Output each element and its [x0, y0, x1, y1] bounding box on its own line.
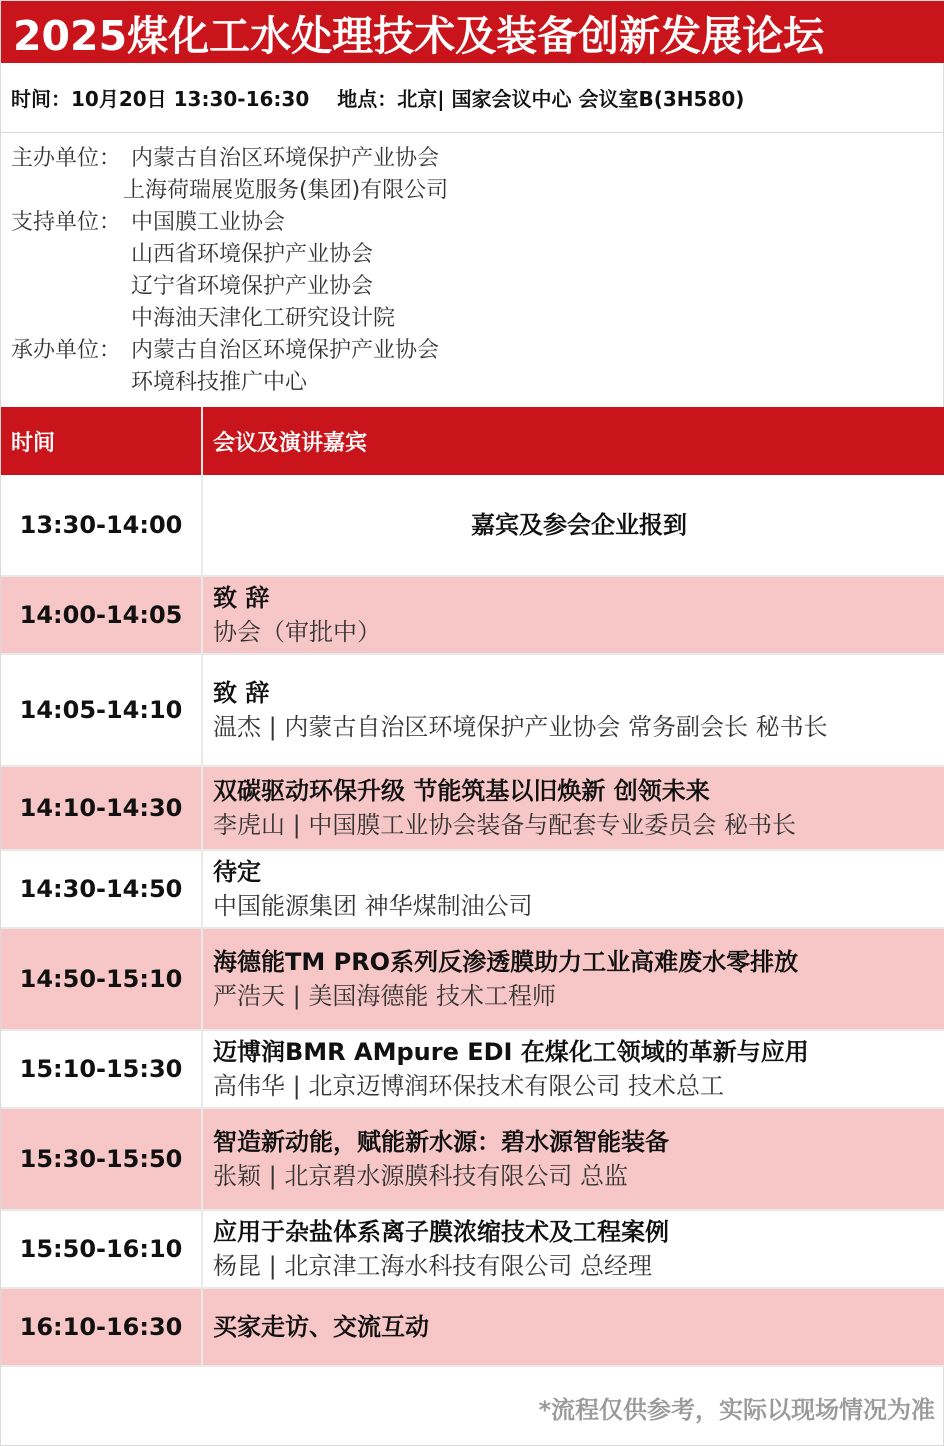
row-speaker: 协会（审批中） [213, 618, 381, 646]
schedule-row [1, 929, 944, 1031]
schedule-row [1, 767, 944, 851]
row-topic: 应用于杂盐体系离子膜浓缩技术及工程案例 [213, 1218, 669, 1246]
row-time: 15:50-16:10 [1, 1211, 203, 1287]
support-org: 辽宁省环境保护产业协会 [131, 274, 374, 299]
row-time: 15:10-15:30 [1, 1031, 203, 1107]
column-header-time: 时间 [1, 407, 203, 475]
schedule-row [1, 655, 944, 767]
schedule-row [1, 577, 944, 655]
row-time: 14:00-14:05 [1, 577, 203, 653]
schedule-row [1, 1289, 944, 1367]
organizer-org: 内蒙古自治区环境保护产业协会 [131, 338, 440, 363]
row-speaker: 中国能源集团 神华煤制油公司 [213, 892, 533, 920]
schedule-table [1, 407, 944, 1367]
row-time: 15:30-15:50 [1, 1109, 203, 1209]
schedule-row [1, 475, 944, 577]
host-org: 内蒙古自治区环境保护产业协会 [131, 146, 440, 171]
row-topic: 海德能TM PRO系列反渗透膜助力工业高难废水零排放 [213, 948, 799, 976]
organizers-block [1, 133, 944, 407]
host-label: 主办单位： [11, 146, 122, 171]
row-time: 16:10-16:30 [1, 1289, 203, 1365]
support-label: 支持单位： [11, 210, 122, 235]
time-value: 10月20日 13:30-16:30 [71, 87, 310, 111]
row-speaker: 张颖 | 北京碧水源膜科技有限公司 总监 [213, 1162, 628, 1190]
schedule-header-row [1, 407, 944, 475]
place-value: 北京| 国家会议中心 会议室B(3H580) [397, 87, 745, 111]
schedule-row [1, 851, 944, 929]
row-topic: 买家走访、交流互动 [213, 1313, 429, 1341]
support-line [1, 207, 944, 239]
row-topic: 双碳驱动环保升级 节能筑基以旧焕新 创领未来 [213, 777, 710, 805]
row-topic: 致 辞 [213, 584, 270, 612]
host-line [1, 175, 944, 207]
row-time: 14:50-15:10 [1, 929, 203, 1029]
place-label: 地点： [337, 87, 398, 111]
organizer-org: 环境科技推广中心 [131, 370, 308, 395]
host-line [1, 143, 944, 175]
organizer-line [1, 367, 944, 399]
row-topic: 智造新动能，赋能新水源：碧水源智能装备 [213, 1128, 669, 1156]
row-speaker: 李虎山 | 中国膜工业协会装备与配套专业委员会 秘书长 [213, 811, 796, 839]
support-org: 中国膜工业协会 [131, 210, 286, 235]
row-speaker: 严浩天 | 美国海德能 技术工程师 [213, 982, 556, 1010]
host-org: 上海荷瑞展览服务(集团)有限公司 [123, 178, 449, 203]
row-topic: 待定 [213, 858, 261, 886]
row-topic: 嘉宾及参会企业报到 [471, 511, 687, 539]
schedule-row [1, 1109, 944, 1211]
row-speaker: 杨昆 | 北京津工海水科技有限公司 总经理 [213, 1252, 652, 1280]
support-org: 中海油天津化工研究设计院 [131, 306, 396, 331]
schedule-row [1, 1031, 944, 1109]
row-topic: 致 辞 [213, 679, 270, 707]
organizer-label: 承办单位： [11, 338, 122, 363]
row-topic: 迈博润BMR AMpure EDI 在煤化工领域的革新与应用 [213, 1038, 809, 1066]
support-org: 山西省环境保护产业协会 [131, 242, 374, 267]
time-label: 时间： [11, 87, 71, 111]
row-time: 14:05-14:10 [1, 655, 203, 765]
organizer-line [1, 335, 944, 367]
schedule-row [1, 1211, 944, 1289]
row-time: 13:30-14:00 [1, 475, 203, 575]
row-speaker: 温杰 | 内蒙古自治区环境保护产业协会 常务副会长 秘书长 [213, 713, 828, 741]
support-line [1, 303, 944, 335]
page-title: 2025煤化工水处理技术及装备创新发展论坛 [1, 1, 944, 63]
row-time: 14:10-14:30 [1, 767, 203, 849]
support-line [1, 271, 944, 303]
support-line [1, 239, 944, 271]
column-header-content: 会议及演讲嘉宾 [213, 430, 368, 456]
disclaimer-note: *流程仅供参考，实际以现场情况为准 [538, 1395, 935, 1424]
row-time: 14:30-14:50 [1, 851, 203, 927]
event-info-row [1, 63, 944, 133]
row-speaker: 高伟华 | 北京迈博润环保技术有限公司 技术总工 [213, 1072, 724, 1100]
